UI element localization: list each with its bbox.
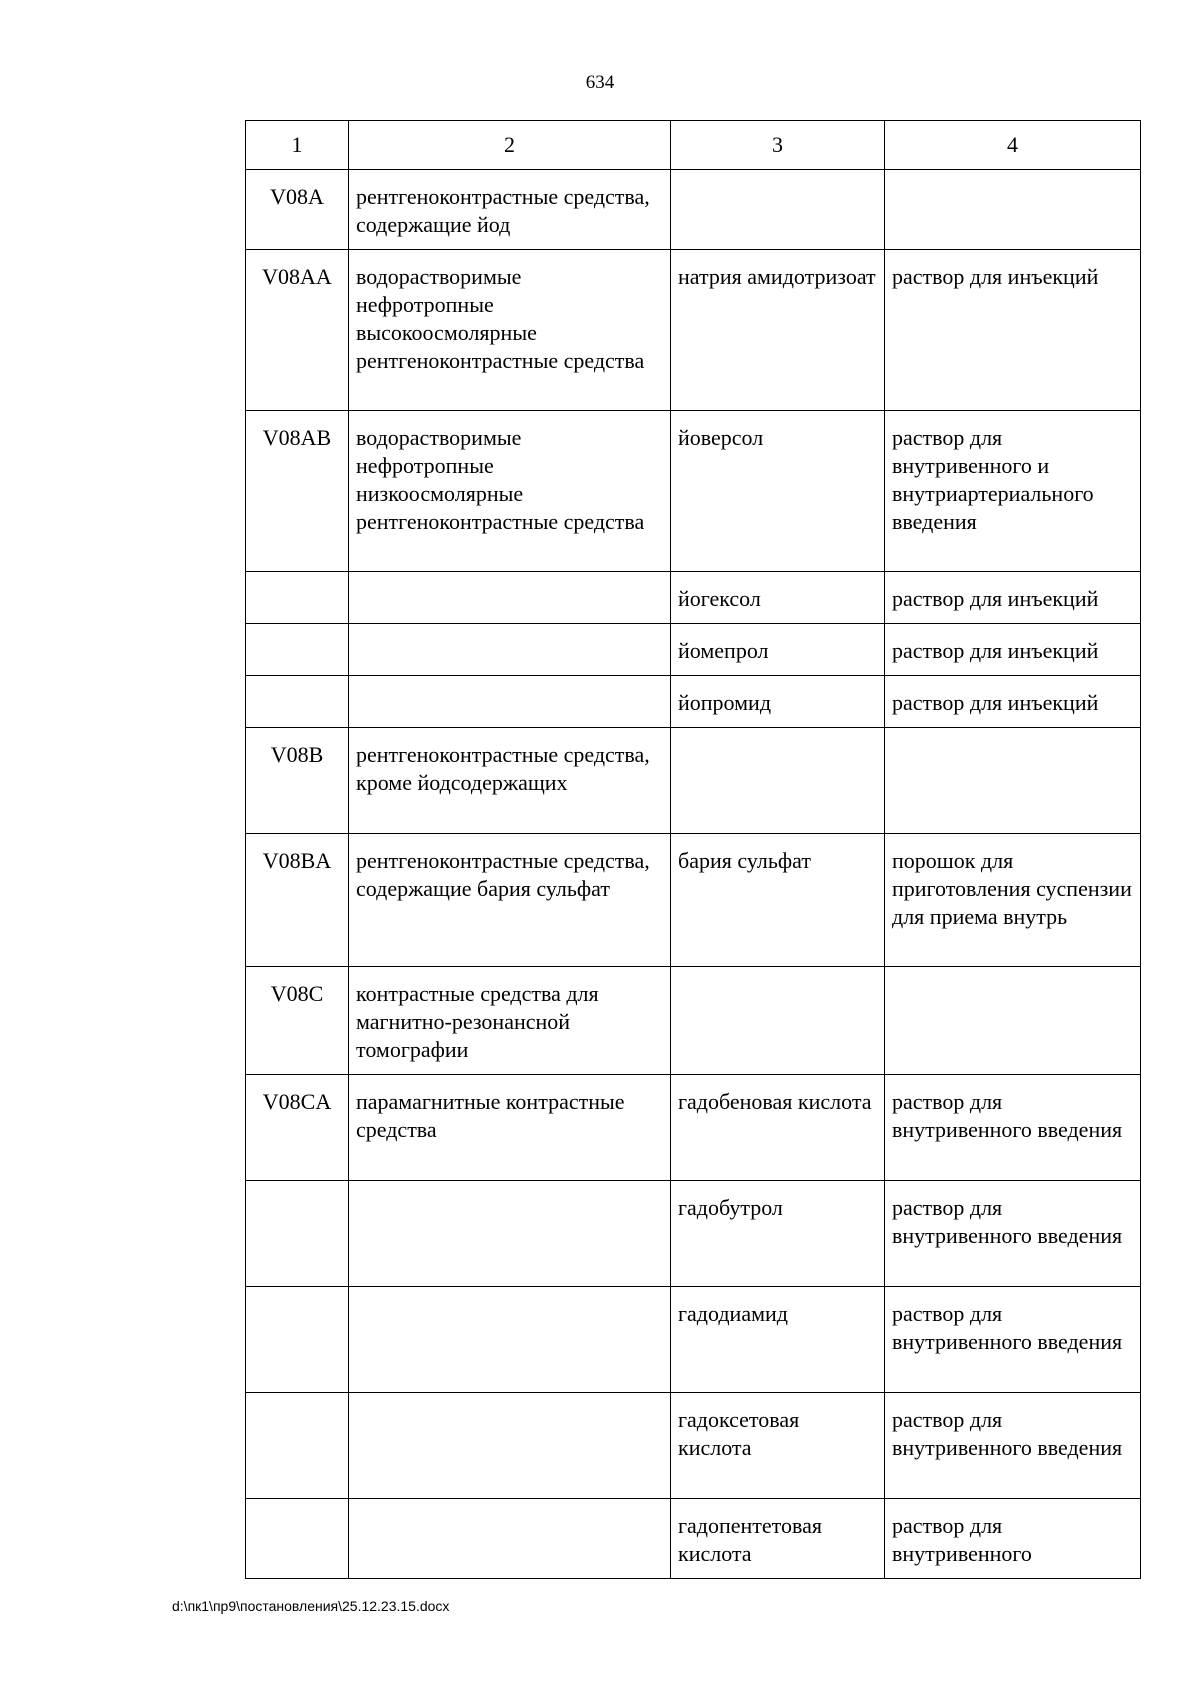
- group-cell: водорастворимые нефротропные высокоосмолярные рентгеноконтрастные средства: [349, 250, 671, 411]
- substance-cell: [671, 170, 885, 250]
- table-row: [246, 676, 1141, 728]
- atc-code-cell: V08AA: [246, 250, 349, 411]
- group-cell: рентгеноконтрастные средства, содержащие бария сульфат: [349, 834, 671, 967]
- group-cell: водорастворимые нефротропные низкоосмолярные рентгеноконтрастные средства: [349, 411, 671, 572]
- atc-code-cell: V08BA: [246, 834, 349, 967]
- table-row: [246, 834, 1141, 967]
- dosage-form-cell: [885, 170, 1141, 250]
- dosage-form-cell: раствор для инъекций: [885, 624, 1141, 676]
- table-row: [246, 967, 1141, 1075]
- substance-cell: [671, 967, 885, 1075]
- group-cell: [349, 1393, 671, 1499]
- substance-cell: гадобеновая кислота: [671, 1075, 885, 1181]
- substance-cell: натрия амидотризоат: [671, 250, 885, 411]
- table-row: [246, 1499, 1141, 1579]
- table-row: [246, 411, 1141, 572]
- substance-cell: йопромид: [671, 676, 885, 728]
- atc-code-cell: [246, 1287, 349, 1393]
- group-cell: [349, 624, 671, 676]
- group-cell: рентгеноконтрастные средства, содержащие йод: [349, 170, 671, 250]
- group-cell: [349, 572, 671, 624]
- atc-code-cell: V08CA: [246, 1075, 349, 1181]
- dosage-form-cell: раствор для инъекций: [885, 250, 1141, 411]
- group-cell: контрастные средства для магнитно-резонансной томографии: [349, 967, 671, 1075]
- atc-code-cell: V08AB: [246, 411, 349, 572]
- table-row: [246, 1075, 1141, 1181]
- dosage-form-cell: раствор для внутривенного введения: [885, 1181, 1141, 1287]
- substance-cell: йогексол: [671, 572, 885, 624]
- table-row: [246, 170, 1141, 250]
- table-row: [246, 624, 1141, 676]
- substance-cell: йомепрол: [671, 624, 885, 676]
- substance-cell: гадопентетовая кислота: [671, 1499, 885, 1579]
- atc-code-cell: [246, 624, 349, 676]
- substance-cell: йоверсол: [671, 411, 885, 572]
- group-cell: [349, 1287, 671, 1393]
- table-row: [246, 1287, 1141, 1393]
- page-number: 634: [585, 72, 615, 93]
- substance-cell: гадодиамид: [671, 1287, 885, 1393]
- table-row: [246, 572, 1141, 624]
- dosage-form-cell: раствор для внутривенного введения: [885, 1393, 1141, 1499]
- dosage-form-cell: раствор для внутривенного и внутриартериального введения: [885, 411, 1141, 572]
- atc-code-cell: V08B: [246, 728, 349, 834]
- dosage-form-cell: [885, 967, 1141, 1075]
- substance-cell: бария сульфат: [671, 834, 885, 967]
- dosage-form-cell: порошок для приготовления суспензии для приема внутрь: [885, 834, 1141, 967]
- header-cell: 2: [349, 121, 671, 170]
- substance-cell: гадоксетовая кислота: [671, 1393, 885, 1499]
- group-cell: рентгеноконтрастные средства, кроме йодсодержащих: [349, 728, 671, 834]
- dosage-form-cell: [885, 728, 1141, 834]
- atc-code-cell: [246, 1499, 349, 1579]
- atc-code-cell: [246, 1181, 349, 1287]
- atc-code-cell: [246, 572, 349, 624]
- header-cell: 4: [885, 121, 1141, 170]
- header-cell: 3: [671, 121, 885, 170]
- atc-code-cell: [246, 676, 349, 728]
- atc-code-cell: V08A: [246, 170, 349, 250]
- dosage-form-cell: раствор для внутривенного введения: [885, 1287, 1141, 1393]
- table-row: [246, 1181, 1141, 1287]
- table-row: [246, 1393, 1141, 1499]
- group-cell: парамагнитные контрастные средства: [349, 1075, 671, 1181]
- atc-code-cell: V08C: [246, 967, 349, 1075]
- dosage-form-cell: раствор для внутривенного введения: [885, 1075, 1141, 1181]
- dosage-form-cell: раствор для инъекций: [885, 572, 1141, 624]
- group-cell: [349, 1181, 671, 1287]
- dosage-form-cell: раствор для внутривенного: [885, 1499, 1141, 1579]
- dosage-form-cell: раствор для инъекций: [885, 676, 1141, 728]
- drug-table: [245, 120, 1141, 1579]
- atc-code-cell: [246, 1393, 349, 1499]
- substance-cell: [671, 728, 885, 834]
- table-row: [246, 250, 1141, 411]
- substance-cell: гадобутрол: [671, 1181, 885, 1287]
- group-cell: [349, 1499, 671, 1579]
- table-row: [246, 728, 1141, 834]
- table-header-row: [246, 121, 1141, 170]
- file-path-footer: d:\пк1\пр9\постановления\25.12.23.15.docx: [172, 1598, 450, 1614]
- header-cell: 1: [246, 121, 349, 170]
- group-cell: [349, 676, 671, 728]
